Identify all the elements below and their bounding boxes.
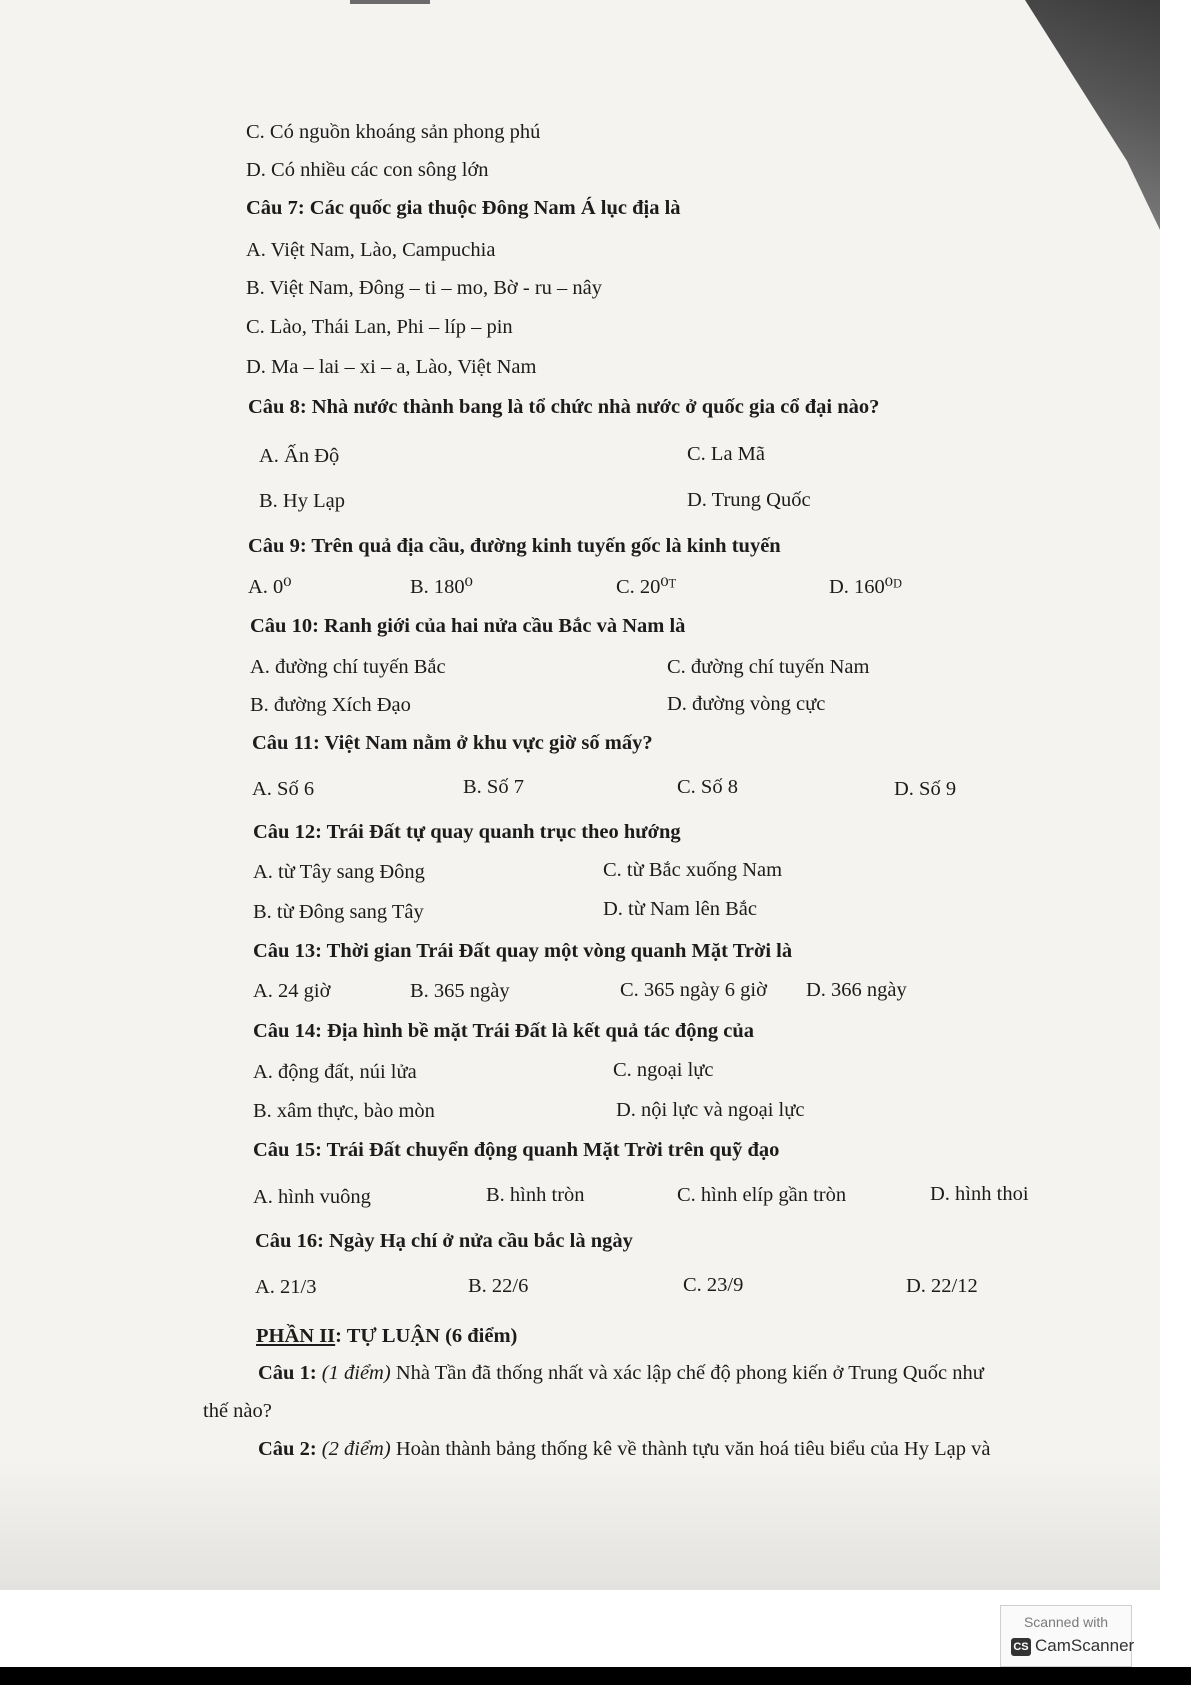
camscanner-label: CamScanner	[1035, 1636, 1135, 1655]
scanned-with-text: Scanned with	[1023, 1614, 1109, 1630]
q7-option-d: D. Ma – lai – xi – a, Lào, Việt Nam	[246, 356, 537, 378]
essay-1-label: Câu 1:	[258, 1362, 322, 1384]
q16-option-a: A. 21/3	[255, 1276, 317, 1298]
q13-option-b: B. 365 ngày	[410, 980, 510, 1002]
q9-option-c: C. 20⁰ᵀ	[616, 576, 677, 598]
q14-option-d: D. nội lực và ngoại lực	[616, 1099, 805, 1121]
question-8: Câu 8: Nhà nước thành bang là tổ chức nhà nước ở quốc gia cổ đại nào?	[248, 396, 880, 418]
option-d: D. Có nhiều các con sông lớn	[246, 159, 489, 181]
q13-option-a: A. 24 giờ	[253, 980, 331, 1002]
question-7: Câu 7: Các quốc gia thuộc Đông Nam Á lục địa là	[246, 197, 681, 219]
option-c: C. Có nguồn khoáng sản phong phú	[246, 121, 541, 143]
q8-option-c: C. La Mã	[687, 443, 765, 465]
q8-option-b: B. Hy Lạp	[259, 490, 345, 512]
camscanner-watermark	[1000, 1605, 1135, 1667]
part-2-label: PHẦN II	[256, 1325, 336, 1347]
question-14: Câu 14: Địa hình bề mặt Trái Đất là kết quả tác động của	[253, 1020, 754, 1042]
essay-2-label: Câu 2:	[258, 1438, 322, 1460]
q8-option-d: D. Trung Quốc	[687, 489, 811, 511]
camscanner-icon: CS	[1011, 1638, 1031, 1656]
scan-border	[0, 1667, 1191, 1685]
question-10: Câu 10: Ranh giới của hai nửa cầu Bắc và Nam là	[250, 615, 686, 637]
essay-question-2	[258, 1439, 990, 1460]
essay-1-text: Nhà Tần đã thống nhất và xác lập chế độ phong kiến ở Trung Quốc như	[390, 1362, 984, 1384]
q7-option-c: C. Lào, Thái Lan, Phi – líp – pin	[246, 316, 513, 338]
q9-option-d: D. 160⁰ᴰ	[829, 576, 902, 598]
q7-option-b: B. Việt Nam, Đông – ti – mo, Bờ - ru – nây	[246, 277, 602, 299]
q8-option-a: A. Ấn Độ	[259, 445, 340, 467]
q15-option-c: C. hình elíp gần tròn	[677, 1184, 847, 1206]
scan-artifact	[350, 0, 430, 4]
camscanner-brand	[1011, 1636, 1134, 1656]
question-15: Câu 15: Trái Đất chuyển động quanh Mặt Trời trên quỹ đạo	[253, 1139, 780, 1161]
essay-1-points: (1 điểm)	[321, 1362, 391, 1384]
q16-option-b: B. 22/6	[468, 1275, 529, 1297]
q10-option-c: C. đường chí tuyến Nam	[667, 656, 870, 678]
part-2-title: : TỰ LUẬN (6 điểm)	[335, 1325, 518, 1347]
q11-option-a: A. Số 6	[252, 778, 315, 800]
q12-option-a: A. từ Tây sang Đông	[253, 861, 425, 883]
essay-question-1-cont: thế nào?	[203, 1400, 272, 1422]
q11-option-d: D. Số 9	[894, 778, 957, 800]
q13-option-d: D. 366 ngày	[806, 979, 907, 1001]
q14-option-b: B. xâm thực, bào mòn	[253, 1100, 435, 1122]
question-16: Câu 16: Ngày Hạ chí ở nửa cầu bắc là ngày	[255, 1230, 633, 1252]
page-margin	[1160, 0, 1191, 1685]
q9-option-a: A. 0⁰	[248, 576, 292, 598]
q15-option-a: A. hình vuông	[253, 1186, 371, 1208]
essay-2-text: Hoàn thành bảng thống kê về thành tựu văn hoá tiêu biểu của Hy Lạp và	[390, 1438, 991, 1460]
q10-option-a: A. đường chí tuyến Bắc	[250, 656, 446, 678]
q11-option-b: B. Số 7	[463, 776, 524, 798]
question-13: Câu 13: Thời gian Trái Đất quay một vòng quanh Mặt Trời là	[253, 940, 793, 962]
q15-option-d: D. hình thoi	[930, 1183, 1029, 1205]
q15-option-b: B. hình tròn	[486, 1184, 585, 1206]
question-11: Câu 11: Việt Nam nằm ở khu vực giờ số mấy?	[252, 732, 653, 754]
essay-question-1	[258, 1363, 984, 1384]
q10-option-d: D. đường vòng cực	[667, 693, 826, 715]
essay-2-points: (2 điểm)	[321, 1438, 391, 1460]
q16-option-d: D. 22/12	[906, 1275, 978, 1297]
q11-option-c: C. Số 8	[677, 776, 738, 798]
question-12: Câu 12: Trái Đất tự quay quanh trục theo hướng	[253, 821, 681, 843]
q10-option-b: B. đường Xích Đạo	[250, 694, 411, 716]
q12-option-b: B. từ Đông sang Tây	[253, 901, 424, 923]
q16-option-c: C. 23/9	[683, 1274, 744, 1296]
q12-option-c: C. từ Bắc xuống Nam	[603, 859, 783, 881]
question-9: Câu 9: Trên quả địa cầu, đường kinh tuyến gốc là kinh tuyến	[248, 535, 781, 557]
q7-option-a: A. Việt Nam, Lào, Campuchia	[246, 239, 496, 261]
q12-option-d: D. từ Nam lên Bắc	[603, 898, 758, 920]
q14-option-c: C. ngoại lực	[613, 1059, 714, 1081]
q9-option-b: B. 180⁰	[410, 576, 473, 598]
q14-option-a: A. động đất, núi lửa	[253, 1061, 417, 1083]
part-2-heading	[256, 1326, 517, 1347]
q13-option-c: C. 365 ngày 6 giờ	[620, 979, 767, 1001]
